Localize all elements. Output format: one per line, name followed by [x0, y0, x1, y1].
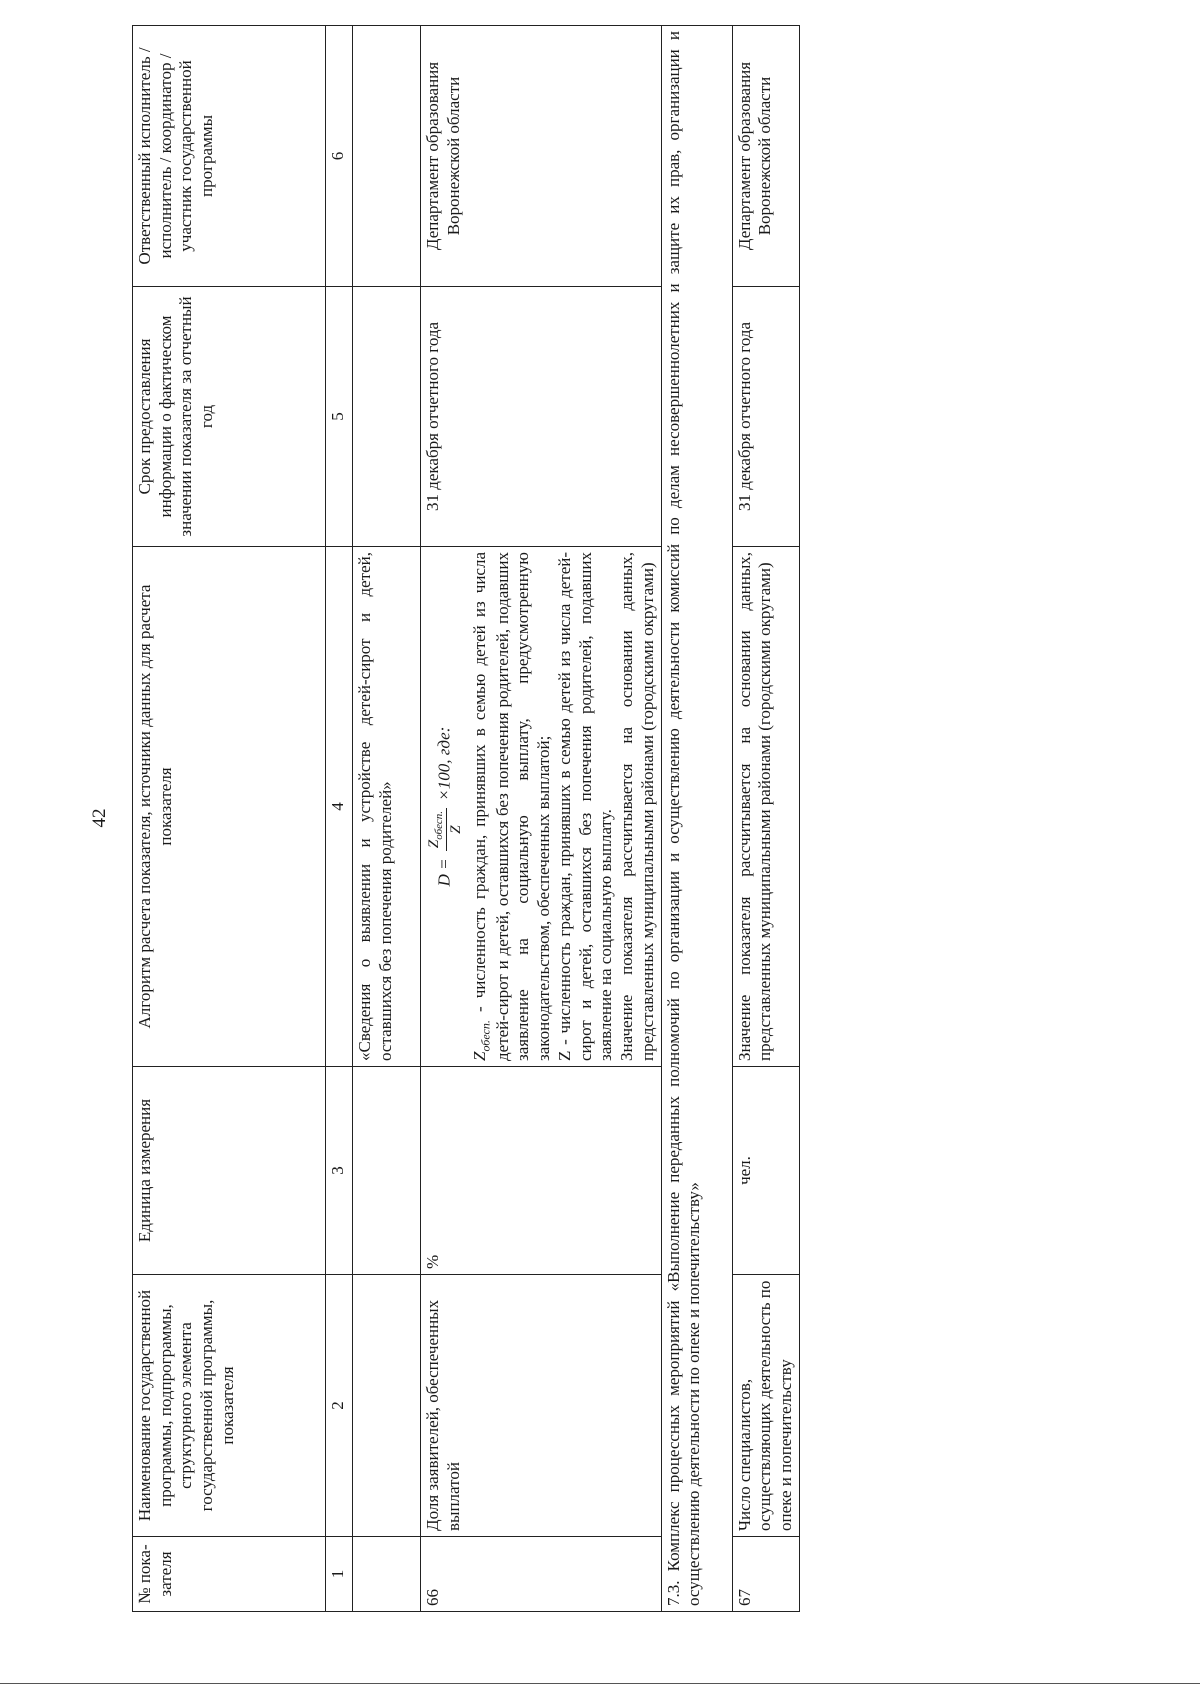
header-number: № пока-зателя	[133, 1537, 326, 1612]
column-number: 6	[326, 26, 353, 287]
table-row	[353, 26, 421, 1612]
indicator-deadline: 31 декабря отчетного года	[732, 287, 799, 547]
header-deadline: Срок предоставления информации о фактическом значении показателя за отчетный год	[133, 287, 326, 547]
indicator-responsible: Департамент образования Воронежской области	[732, 26, 799, 287]
column-number: 5	[326, 287, 353, 547]
indicator-table	[132, 25, 800, 1612]
definition-symbol: Z	[469, 1051, 489, 1061]
formula-tail: ×100, где:	[434, 726, 454, 801]
header-algorithm: Алгоритм расчета показателя, источники данных для расчета показателя	[133, 547, 326, 1067]
data-source-text: Значение показателя рассчитывается на основании данных, представленных муниципальными районами (городскими округами)	[732, 547, 799, 1067]
indicator-unit: чел.	[732, 1067, 799, 1275]
formula-fraction	[425, 808, 466, 851]
page-bottom-edge	[0, 1683, 1200, 1684]
indicator-unit: %	[421, 1067, 662, 1275]
indicator-deadline: 31 декабря отчетного года	[421, 287, 662, 547]
definition-text: - численность граждан, принявших в семью детей из числа детей-сирот и детей, оставшихся без попечения родителей, подавших заявление на социальную выплату, предусмотренную законодательством, обеспеченных выплатой;	[469, 552, 554, 1061]
header-responsible: Ответственный исполнитель / исполнитель / координатор / участник государственной программы	[133, 26, 326, 287]
column-number-row	[326, 26, 353, 1612]
column-number: 4	[326, 547, 353, 1067]
indicator-algorithm	[421, 547, 662, 1067]
formula-lhs: D =	[434, 858, 454, 887]
column-number: 1	[326, 1537, 353, 1612]
column-number: 2	[326, 1275, 353, 1537]
numerator-symbol: Z	[426, 839, 442, 849]
indicator-name: Число специалистов, осуществляющих деятельность по опеке и попечительству	[732, 1275, 799, 1537]
formula-numerator	[425, 808, 447, 851]
row-number: 66	[421, 1537, 662, 1612]
rotated-table-container	[132, 26, 1157, 1612]
table-row	[421, 26, 662, 1612]
column-number: 3	[326, 1067, 353, 1275]
definition-subscript: обесп.	[478, 1020, 493, 1052]
numerator-subscript: обесп.	[433, 811, 445, 840]
data-source-text: Значение показателя рассчитывается на основании данных, представленных муниципальными районами (городскими округами)	[617, 552, 657, 1061]
header-row	[133, 26, 326, 1612]
indicator-name: Доля заявителей, обеспеченных выплатой	[421, 1275, 662, 1537]
row-number: 67	[732, 1537, 799, 1612]
formula	[425, 552, 466, 1061]
table-row	[732, 26, 799, 1612]
definition-z-provided	[470, 552, 555, 1061]
formula-denominator: Z	[448, 825, 465, 834]
header-name: Наименование государственной программы, подпрограммы, структурного элемента государственной программы, показателя	[133, 1275, 326, 1537]
header-unit: Единица измерения	[133, 1067, 326, 1275]
indicator-responsible: Департамент образования Воронежской области	[421, 26, 662, 287]
intro-source-text: «Сведения о выявлении и устройстве детей-сирот и детей, оставшихся без попечения родителей»	[353, 547, 421, 1067]
section-row	[661, 26, 732, 1612]
section-title: 7.3. Комплекс процессных мероприятий «Выполнение переданных полномочий по организации и осуществлению деятельности комиссий по делам несовершеннолетних и защите их прав, организации и осуществлению деятельности по опеке и попечительству»	[661, 26, 732, 1612]
page-number: 42	[89, 808, 110, 828]
definition-z: Z - численность граждан, принявших в семью детей из числа детей-сирот и детей, оставшихся без попечения родителей, подавших заявление на социальную выплату.	[554, 552, 616, 1061]
